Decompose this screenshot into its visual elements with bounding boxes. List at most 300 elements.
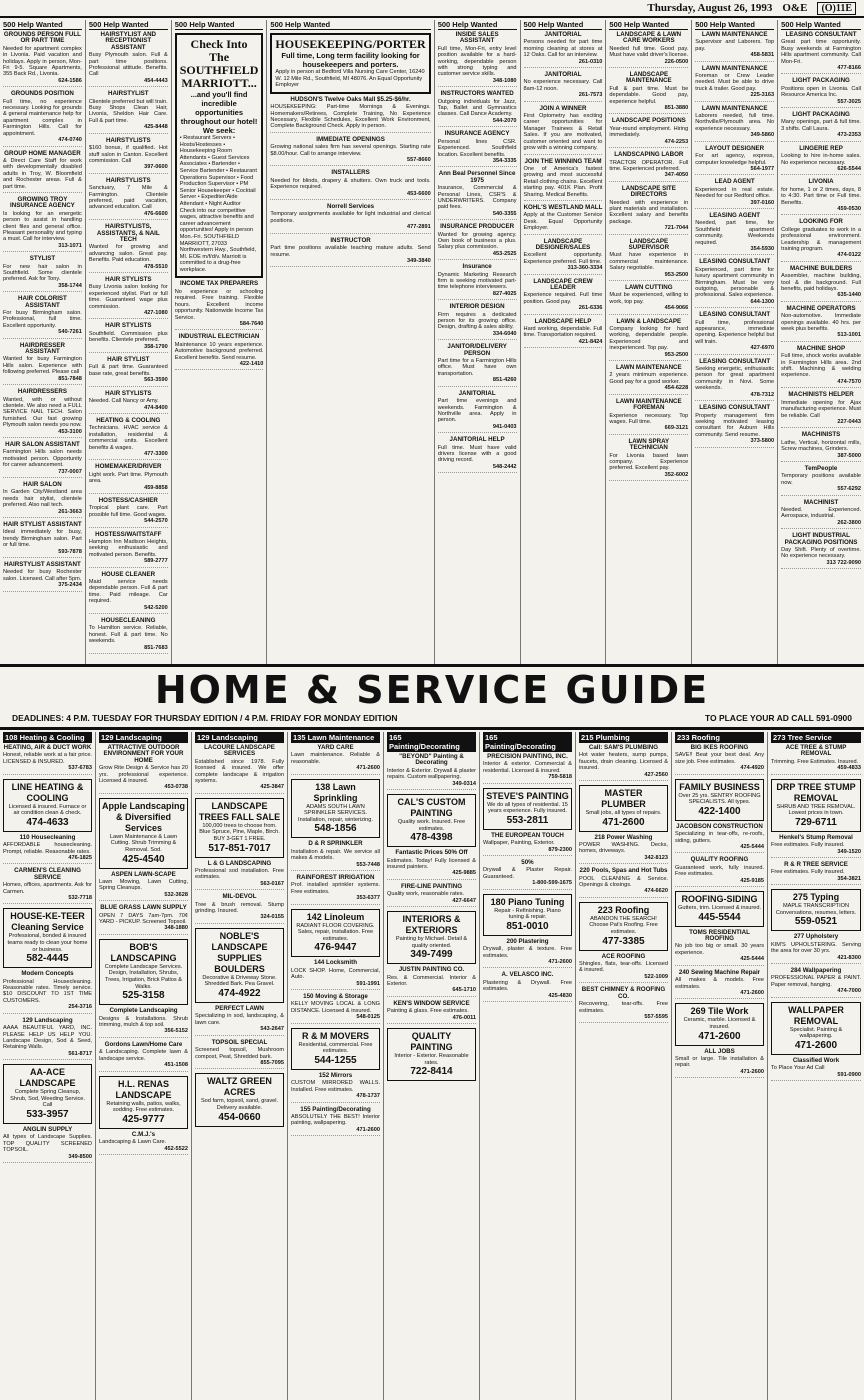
ad-phone: 624-1586 (58, 77, 82, 84)
display-ad-list: • Restaurant Servers • Hosts/Hostesses • Housekeeping Room Attendants • Guest Services Associates • Bartender • Service Bartender • Restaurant Operations Supervisor • Food Production Supervisor • PM Senior Housekeeper • Cocktail Server • Expediter/Aide Attendant • Night Auditor (179, 135, 257, 207)
classified-column (288, 732, 384, 1400)
ad-headline: STEVE'S PAINTING (486, 790, 569, 801)
ad-body: Assembler, machine building, tool & die background. Full benefits, paid holidays. (781, 273, 861, 292)
ad-headline: HAIR STYLISTS (105, 389, 152, 397)
ad-phone: 445-5544 (698, 911, 741, 923)
display-ad-headline: Check Into The SOUTHFIELD MARRIOTT... (179, 37, 259, 90)
classified-ad (99, 1008, 188, 1038)
ad-headline: MACHINIST (803, 498, 839, 506)
ad-body: Property management firm seeking motivated leasing consultant for Auburn Hills community. Send resume. (695, 412, 775, 438)
ad-phone: 729-6711 (795, 816, 837, 828)
ad-body: Repair - Refinishing. Piano tuning & repair. (494, 907, 561, 921)
ad-headline: MACHINISTS (801, 431, 841, 439)
ad-phone: 474-4920 (740, 765, 764, 772)
ad-phone: 548-1856 (314, 823, 357, 835)
ad-headline: PRECISION PAINTING, INC. (487, 753, 568, 760)
ad-headline: LIGHT PACKAGING (792, 111, 850, 119)
ad-phone: 473-2353 (837, 132, 861, 139)
ad-phone: 548-2442 (492, 463, 517, 470)
ad-headline: HOUSE CLEANER (101, 570, 156, 578)
ad-headline: L & G LANDSCAPING (207, 859, 272, 867)
classified-ad (771, 835, 861, 858)
ad-headline: FAMILY BUSINESS (679, 781, 760, 792)
ad-headline: LANDSCAPE MAINTENANCE (625, 71, 672, 85)
classified-ad (291, 960, 380, 990)
boxed-ad (483, 894, 572, 936)
ad-headline: LEASING CONSULTANT (699, 404, 771, 412)
classified-ad (291, 841, 380, 871)
ad-phone: 557-3025 (837, 98, 861, 105)
ad-phone: 474-7570 (837, 378, 861, 385)
ad-phone: 349-3840 (407, 257, 431, 264)
ad-headline: R & R TREE SERVICE (784, 861, 848, 869)
ad-headline: 110 Housecleaning (19, 833, 76, 841)
boxed-ad (675, 891, 764, 927)
ad-body: Homes, offices, apartments. Ask for Carmen. (3, 882, 92, 895)
classified-ad (3, 91, 82, 146)
classified-ad (175, 281, 264, 330)
classified-ad (781, 32, 861, 74)
ad-body: Lawn maintenance. Reliable & reasonable. (291, 752, 380, 765)
ad-phone: 453-6600 (407, 190, 431, 197)
classified-ad (387, 754, 476, 790)
ad-body: First Optometry has exciting career opportunities for Manager Trainees & Retail Sales. If you are motivated, customer oriented and want to grow with a winning company. (523, 113, 603, 152)
ad-phone: 459-4833 (837, 765, 861, 772)
classified-ad (387, 884, 476, 907)
ad-body: Small jobs, all types of repairs. (585, 810, 662, 817)
ad-phone: 635-1440 (837, 292, 861, 299)
ad-headline: JOIN A WINNER (539, 104, 587, 112)
classified-ad (695, 32, 774, 62)
ad-body: Full time, shock works available in Farmington Hills area. 2nd shift. Machining & welding experience. (781, 353, 861, 379)
classified-ad (524, 205, 603, 235)
ad-phone: 559-0521 (794, 916, 838, 928)
ad-phone: 471-2600 (356, 1126, 380, 1133)
ad-phone: 427-6647 (452, 897, 476, 904)
column-heading: 129 Landscaping (195, 732, 284, 743)
ad-body: Residential, commercial. Free estimates. (298, 1041, 373, 1055)
home-service-guide-banner (0, 664, 864, 730)
ad-body: Temporary positions available now. (781, 473, 861, 486)
ad-phone: 474-4633 (26, 816, 69, 828)
ad-headline: LAWN MAINTENANCE (616, 364, 682, 372)
display-ad-footer: Check into our competitive wages, attractive benefits and career advancement opportunities! Apply in person Mon.-Fri. SOUTHFIELD MARRIOTT, 27033 Northwestern Hwy., Southfield, MI. EOE m/f/d/v. Marriott is committed to a drug-free workplace. (179, 207, 257, 273)
ad-phone: 422-1400 (698, 805, 741, 817)
ad-phone: 261-3663 (58, 508, 82, 515)
ad-phone: 226-0500 (664, 58, 689, 65)
ad-headline: 152 Mirrors (318, 1071, 353, 1079)
classified-column (435, 20, 521, 664)
ad-body: Professional Housecleaning. Reasonable rates. Timely service. $10 DISCOUNT TO 1ST TIME CUSTOMERS. (3, 978, 92, 1004)
ad-headline: LANDSCAPE DESIGNER/SALES (535, 237, 591, 251)
classified-ad (3, 745, 92, 775)
ad-phone: 589-2777 (144, 558, 168, 565)
boxed-ad (579, 785, 668, 832)
ad-headline: STYLIST (29, 255, 56, 263)
classified-ad (609, 285, 688, 315)
ad-phone: 262-3800 (837, 519, 861, 526)
ad-body: Painting by Michael. Detail & quality oriented. (395, 936, 468, 949)
ad-phone: 421-8424 (578, 338, 603, 345)
ad-body: Painting & glass. Free estimates. (387, 1008, 469, 1015)
ad-body: TRACTOR OPERATOR. Full time. Experienced preferred. (609, 159, 689, 172)
ad-phone: 851-4260 (492, 377, 517, 384)
classified-ad (438, 304, 517, 340)
ad-phone: 477-8166 (837, 65, 861, 72)
ad-phone: 474-4922 (218, 988, 261, 1000)
classified-ad (781, 533, 861, 569)
ad-headline: LANDSCAPE SUPERVISOR (628, 237, 670, 251)
ad-phone: 324-0155 (260, 914, 284, 921)
ad-headline: JANITORIAL (544, 71, 582, 79)
classified-ad (609, 319, 688, 361)
ad-body: Professional, bonded & insured teams ready to clean your home or business. (7, 933, 88, 953)
ad-phone: 334-6040 (492, 330, 517, 337)
classified-ad (438, 32, 517, 87)
ad-headline: TOMS RESIDENTIAL ROOFING (689, 928, 750, 943)
ad-headline: LANDSCAPE TREES FALL SALE (198, 800, 281, 822)
ad-body: Outgoing individuals for Jazz, Tap, Ballet and Gymnastics classes. Call Dance Academy. (437, 98, 517, 118)
ad-body: Quality work, reasonable rates. (387, 891, 465, 898)
ad-body: SAVE!! Beat your best deal. Any size job. Free estimates. (675, 752, 764, 765)
ad-phone: 553-7448 (356, 861, 380, 868)
classified-ad (3, 562, 82, 592)
ad-headline: TemPeople (804, 464, 838, 472)
ad-body: Needed full time. Good pay. Must have valid driver's license. (609, 45, 689, 59)
ad-body: To Hamilton service. Reliable, honest. Full & part time. No weekends. (88, 625, 168, 645)
ad-phone: 353-6377 (356, 895, 380, 902)
ad-body: Interior & exterior. Commercial & residential. Licensed & insured. (483, 761, 572, 774)
ad-body: Needed for apartment complex in Livonia. Paid vacation and holidays. Apply in person, Mon-Fri 9-5. Square Apartments, 355 Back Rd., Livonia. (3, 45, 82, 78)
classified-ad (438, 391, 517, 433)
ad-body: ADAMS SOUTH LAWN SPRINKLER SERVICES. Installation, repair, winterizing. (298, 803, 373, 823)
classified-ad (771, 934, 861, 964)
ad-headline: HOSTESS/WAITSTAFF (95, 530, 162, 538)
ad-body: Screened topsoil, Mushroom compost, Peat, Shredded bark. (195, 1047, 284, 1060)
ad-phone: 478-5510 (144, 263, 168, 270)
ad-headline: R & M MOVERS (301, 1030, 369, 1041)
ad-phone: 313-1071 (58, 242, 82, 249)
ad-body: Guaranteed work, fully insured. Free estimates. (675, 864, 764, 878)
ad-body: Experienced in real estate. Needed for our Redford office. (695, 186, 775, 200)
classified-ad (483, 833, 572, 856)
classified-ad (781, 266, 861, 302)
ad-headline: MACHINE SHOP (796, 344, 846, 352)
ad-body: Wanted for growing agency. Own book of business a plus. Salary plus commission. (437, 231, 517, 251)
ad-body: Full time, Mon-Fri, entry level position available for a hard-working, dependable person with strong typing and customer service skills. (437, 45, 517, 78)
classified-column (480, 732, 576, 1400)
boxed-ad (387, 794, 476, 847)
ad-body: Company looking for hard working, dependable people. Experienced and inexperienced. Top pay. (609, 326, 689, 352)
ad-headline: IMMEDIATE OPENINGS (316, 135, 385, 143)
service-guide-section (0, 732, 864, 1400)
classified-ad (781, 306, 861, 342)
classified-ad (3, 1127, 92, 1163)
classified-ad (695, 213, 774, 255)
classified-ad (675, 857, 764, 887)
ad-headline: HOUSE-KE-TEER Cleaning Service (10, 911, 85, 933)
ad-phone: 557-8660 (407, 157, 431, 164)
ad-body: $160 bonus, if qualified. Hot stuff salon in Canton. Excellent commission. Call (88, 145, 168, 164)
classified-ad (524, 239, 603, 275)
ad-body: Farmington Hills salon needs motivated person. Opportunity for career advancement. (3, 449, 82, 469)
classified-ad (579, 987, 668, 1023)
ad-phone: 540-7261 (58, 329, 82, 336)
classified-ad (771, 1058, 861, 1081)
ad-headline: LAWN MAINTENANCE (701, 104, 768, 112)
classified-ad (3, 971, 92, 1013)
boxed-ad (675, 779, 764, 821)
classified-ad (291, 745, 380, 775)
ad-headline: INSURANCE PRODUCER (440, 223, 515, 231)
ad-headline: ACE ROOFING (601, 952, 646, 960)
ad-phone: 851-3880 (664, 105, 689, 112)
classified-ad (89, 464, 168, 494)
ad-phone: 458-5831 (750, 52, 775, 59)
ad-phone: 478-4398 (410, 832, 453, 844)
classified-ad (579, 868, 668, 898)
ad-headline: LEAD AGENT (714, 178, 755, 186)
ad-body: Part time positions available teaching mature adults. Send resume. (270, 245, 431, 258)
ad-headline: INTERIOR DESIGN (449, 303, 505, 311)
ad-headline: LEASING AGENT (709, 211, 761, 219)
ad-body: Small or large. Tile installation & repair. (675, 1055, 764, 1069)
ad-phone: 454-4443 (144, 77, 168, 84)
classified-ad (609, 118, 688, 148)
ad-headline: LAWN SPRAY TECHNICIAN (628, 437, 670, 452)
classified-ad (3, 151, 82, 193)
classified-column (172, 20, 268, 664)
classified-ad (579, 745, 668, 781)
ad-headline: HAIR STYLISTS (105, 322, 152, 330)
classified-column (606, 20, 692, 664)
ad-body: Prof. installed sprinkler systems. Free estimates. (291, 882, 380, 895)
ad-body: Dynamic Marketing Research firm is seeking motivated part-time telephone interviewers. (437, 271, 517, 291)
classified-ad (89, 391, 168, 414)
ad-headline: 284 Wallpapering (790, 967, 842, 975)
ad-body: & Direct Care Staff for work with developmentally disabled adults in Troy, W. Bloomfield and Rochester areas. Full & part time. (3, 157, 82, 190)
ad-body: 100,000 trees to choose from. Blue Spruce, Pine, Maple, Birch. BUY 3-GET 1 FREE. (199, 822, 280, 843)
ad-headline: HAIRDRESSER ASSISTANT (19, 341, 65, 356)
boxed-ad (195, 1073, 284, 1126)
classified-ad (270, 170, 430, 200)
ad-body: No job too big or small. 30 years experience. (675, 943, 764, 956)
ad-body: Drywall & Plaster Repair. Guaranteed. (483, 867, 572, 880)
ad-phone: 421-8300 (837, 954, 861, 961)
ad-headline: HAIR STYLIST (107, 356, 150, 364)
ad-phone: 313 722-9090 (826, 559, 861, 566)
ad-phone: 349-5860 (750, 132, 775, 139)
ad-body: Wanted for growing and advancing salon. Great pay. Benefits. Paid education. (88, 244, 168, 264)
ad-phone: 953-2500 (664, 271, 689, 278)
ad-body: Year-round employment. Hiring immediately. (609, 125, 689, 139)
ad-headline: LANDSCAPE SITE DIRECTORS (621, 184, 676, 199)
ad-phone: 722-8414 (410, 1066, 453, 1078)
ad-phone: 425-4540 (122, 853, 165, 865)
boxed-ad (483, 788, 572, 830)
ad-phone: 561-8717 (68, 1050, 92, 1057)
page-header (0, 0, 864, 18)
ad-body: Decorative & Driveway Stone. Shredded Bark. Pea Gravel. (202, 974, 277, 988)
ad-headline: D & R SPRINKLER (308, 840, 363, 848)
ad-headline: JUSTIN PAINTING CO. (398, 966, 465, 974)
ad-body: Free estimates. Fully insured. (771, 842, 845, 849)
ad-headline: LANDSCAPE CREW LEADER (533, 277, 593, 291)
classified-ad (438, 437, 517, 473)
boxed-ad (387, 911, 476, 964)
ad-body: Drywall, plaster & texture. Free estimates. (483, 946, 572, 959)
ad-phone: 427-2560 (644, 771, 668, 778)
ad-headline: MACHINISTS HELPER (788, 391, 854, 399)
ad-headline: GROUNDS PERSON FULL OR PART TIME (3, 31, 81, 45)
ad-body: POWER WASHING. Decks, homes, driveways. (579, 842, 668, 855)
classified-ad (675, 824, 764, 854)
ad-headline: BOB'S LANDSCAPING (110, 941, 177, 963)
ad-phone: 397-0160 (750, 199, 775, 206)
ad-phone: 261-0310 (578, 58, 603, 65)
column-heading: 500 Help Wanted (781, 20, 861, 30)
classified-ad (609, 72, 688, 114)
ad-phone: 387-5000 (837, 452, 861, 459)
ad-body: Experience required. Full time position. Good pay. (523, 292, 603, 305)
ad-phone: 593-7878 (58, 548, 82, 555)
classified-ad (3, 343, 82, 385)
column-heading: 215 Plumbing (579, 732, 668, 743)
ad-headline: LANDSCAPE HELP (534, 317, 592, 325)
classified-ad (3, 32, 82, 87)
ad-headline: HAIR STYLISTS (105, 276, 152, 283)
classified-ad (195, 1040, 284, 1070)
column-heading: 500 Help Wanted (524, 20, 603, 30)
ad-headline: TOPSOIL SPECIAL (211, 1038, 268, 1046)
ad-headline: H.L. RENAS LANDSCAPE (115, 1078, 172, 1100)
classified-ad (675, 970, 764, 1000)
ad-body: Must have experience in commercial maintenance. Salary negotiable. (609, 252, 689, 272)
ad-body: Light work. Part time. Plymouth area. (88, 471, 168, 485)
classified-ad (89, 357, 168, 387)
ad-phone: 427-1080 (144, 310, 168, 317)
ad-headline: 155 Painting/Decorating (300, 1105, 371, 1113)
classified-ad (99, 1132, 188, 1155)
ad-phone: 453-3100 (58, 428, 82, 435)
ad-body: Interior - Exterior. Reasonable rates. (394, 1053, 469, 1066)
ad-phone: 358-1790 (144, 343, 168, 350)
ad-phone: 427-6970 (750, 345, 775, 352)
ad-headline: Classified Work (792, 1056, 840, 1064)
classified-ad (771, 862, 861, 885)
classified-ad (438, 344, 517, 386)
classified-ad (291, 994, 380, 1024)
ad-phone: 225-3163 (750, 92, 775, 99)
ad-body: Estimates. Today! Fully licensed & insured painters. (387, 857, 476, 871)
classified-ad (609, 365, 688, 395)
ad-phone: 476-6600 (144, 210, 168, 217)
ad-body: Professional sod installation. Free estimates. (195, 868, 284, 881)
ad-headline: Complete Landscaping (109, 1007, 178, 1015)
ad-phone: 354-3335 (492, 157, 517, 164)
ad-headline: HEATING, AIR & DUCT WORK (3, 744, 92, 751)
classified-ad (609, 439, 688, 481)
ad-headline: LEASING CONSULTANT (699, 357, 771, 365)
ad-phone: 544-1255 (314, 1054, 357, 1066)
ad-body: Persons needed for part time morning cleaning at stores at 12 Oaks. Call for an interview. (523, 39, 603, 59)
ad-headline: FIRE-LINE PAINTING (400, 882, 463, 890)
classified-ad (89, 138, 168, 174)
classified-ad (3, 868, 92, 904)
ad-phone: 348-1080 (492, 77, 517, 84)
column-heading: 108 Heating & Cooling (3, 732, 92, 743)
boxed-ad (387, 1028, 476, 1081)
ad-headline: Ann Beal Personnel Since 1975 (438, 170, 516, 184)
display-ad (175, 33, 264, 278)
ad-phone: 459-0530 (837, 205, 861, 212)
boxed-ad (579, 902, 668, 951)
ad-phone: 563-3590 (144, 377, 168, 384)
classified-column (267, 20, 434, 664)
ad-body: All types of Landscape Supplies. TOP QUALITY SCREENED TOPSOIL. (3, 1134, 92, 1154)
ad-headline: LEASING CONSULTANT (699, 311, 771, 319)
ad-headline: Modern Concepts (21, 970, 74, 978)
ad-headline: MASTER PLUMBER (601, 788, 646, 810)
ad-body: Busy Plymouth salon. Full & part time positions. Professional attitude. Benefits. Call (88, 52, 168, 78)
ad-body: No experience necessary. Call 8am-12 noon. (523, 79, 603, 92)
classified-ad (89, 618, 168, 654)
ad-phone: 261-6336 (578, 305, 603, 312)
ad-headline: INTERIORS & EXTERIORS (402, 914, 461, 936)
ad-body: Day Shift. Plenty of overtime. No experience necessary. (781, 547, 861, 560)
classified-ad (438, 91, 517, 127)
ad-body: ABSOLUTELY THE BEST! Interior painting, wallpapering. (291, 1113, 380, 1127)
ad-phone: 452-5522 (164, 1145, 188, 1152)
classified-ad (695, 66, 774, 102)
ad-phone: 477-2891 (407, 224, 431, 231)
display-ad (270, 33, 430, 94)
ad-headline: NOBLE'S LANDSCAPE SUPPLIES BOULDERS (211, 930, 268, 974)
ad-body: Excellent opportunity. Experience preferred. Full time. (523, 252, 603, 265)
ad-body: KELLY MOVING LOCAL & LONG DISTANCE. Licensed & insured. (291, 1001, 380, 1014)
ad-phone: 453-0738 (164, 784, 188, 791)
ad-headline: LAWN MAINTENANCE (701, 64, 768, 72)
ad-body: Sod farm, topsoil, sand, gravel. Delivery available. (200, 1098, 279, 1111)
ad-body: For Livonia based lawn company. Experience preferred. Excellent pay. (609, 452, 689, 472)
ad-phone: 347-4050 (664, 172, 689, 179)
ad-body: for home, 1 or 2 times, days, 8 to 4:30. Part time or Full time. Benefits. (781, 186, 861, 206)
ad-phone: 737-0007 (58, 468, 82, 475)
classified-column (521, 20, 607, 664)
classified-ad (483, 939, 572, 969)
ad-headline: AA-ACE LANDSCAPE (19, 1067, 76, 1089)
classified-ad (3, 296, 82, 338)
ad-phone: 851-0010 (506, 920, 549, 932)
ad-phone: 471-2600 (548, 959, 572, 966)
ad-body: Hampton Inn Madison Heights, seeking enthusiastic and motivated person. Benefits. (88, 539, 168, 558)
ad-headline: KOHL'S WESTLAND MALL (523, 203, 603, 211)
classified-ad (781, 78, 861, 108)
ad-body: ABANDON THE SEARCH! Choose Pat's Roofing. Free estimates. (589, 915, 658, 936)
ad-body: Needed with experience in plant materials and installation. Excellent salary and benefits package. (609, 199, 689, 225)
ad-phone: 525-3158 (122, 990, 165, 1002)
classified-ad (524, 279, 603, 315)
banner-title: HOME & SERVICE GUIDE (154, 668, 710, 712)
classified-ad (675, 745, 764, 775)
ad-phone: 459-8858 (144, 484, 168, 491)
ad-body: Personal lines CSR. Experienced. Southfield location. Excellent benefits. (437, 138, 517, 158)
ad-body: Trimming. Free Estimates. Insured. (771, 758, 859, 765)
ad-body: POOL CLEANING & Service. Openings & closings. (579, 875, 668, 889)
classified-column (86, 20, 172, 664)
ad-phone: 879-2300 (548, 846, 572, 853)
ad-headline: INSTALLERS (331, 169, 370, 177)
